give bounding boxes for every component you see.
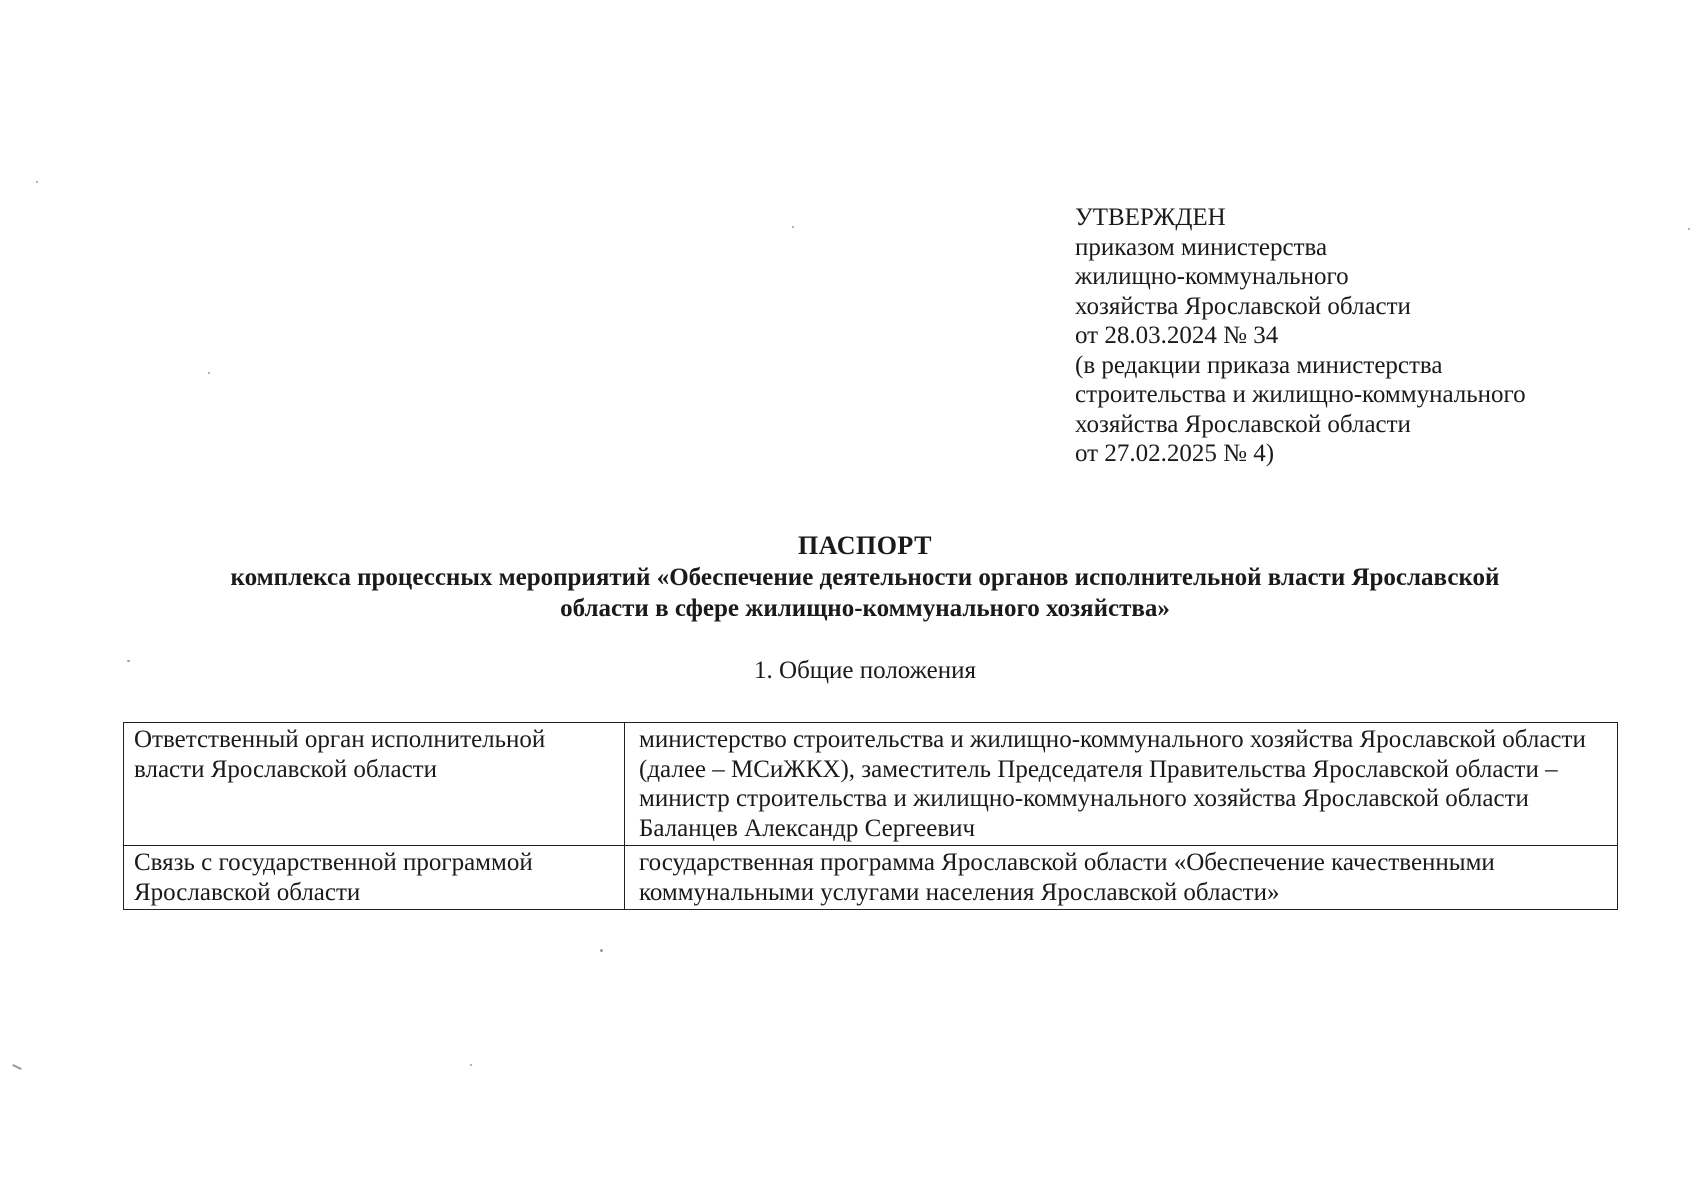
table-row [124, 846, 1618, 910]
document-subtitle-line: области в сфере жилищно-коммунального хозяйства» [560, 595, 1170, 622]
passport-table [123, 722, 1618, 910]
approval-line: от 28.03.2024 № 34 [1075, 322, 1279, 349]
document-subtitle-line: комплекса процессных мероприятий «Обеспечение деятельности органов исполнительной власти Ярославской [230, 564, 1500, 591]
document-title-block [130, 530, 1600, 624]
scan-speck [36, 181, 38, 183]
scan-speck [792, 226, 794, 228]
table-row [124, 723, 1618, 846]
approval-line: хозяйства Ярославской области [1075, 410, 1411, 438]
table-value-cell: государственная программа Ярославской области «Обеспечение качественными коммунальными услугами населения Ярославской области» [625, 846, 1618, 910]
scan-speck [12, 1064, 22, 1070]
scan-speck [470, 1064, 472, 1066]
table-value-cell: министерство строительства и жилищно-коммунального хозяйства Ярославской области (далее – МСиЖКХ), заместитель Председателя Правительства Ярославской области – министр строительства и жилищно-коммунального хозяйства Ярославской области Баланцев Александр Сергеевич [625, 723, 1618, 846]
approval-stamp [1075, 203, 1635, 469]
approval-line: жилищно-коммунального [1075, 263, 1349, 290]
approval-line: приказом министерства [1075, 233, 1328, 261]
document-title: ПАСПОРТ [798, 531, 932, 560]
scan-speck [208, 372, 210, 374]
table-label-cell: Связь с государственной программой Ярославской области [124, 846, 625, 910]
approval-line: УТВЕРЖДЕН [1075, 204, 1226, 231]
scan-speck [127, 660, 130, 662]
approval-line: строительства и жилищно-коммунального [1075, 381, 1526, 408]
approval-line: (в редакции приказа министерства [1075, 351, 1443, 379]
approval-line: от 27.02.2025 № 4) [1075, 440, 1275, 467]
scan-speck [1688, 228, 1690, 230]
scan-speck [600, 949, 603, 952]
table-label-cell: Ответственный орган исполнительной власти Ярославской области [124, 723, 625, 846]
approval-line: хозяйства Ярославской области [1075, 292, 1411, 320]
section-heading: 1. Общие положения [754, 657, 976, 684]
